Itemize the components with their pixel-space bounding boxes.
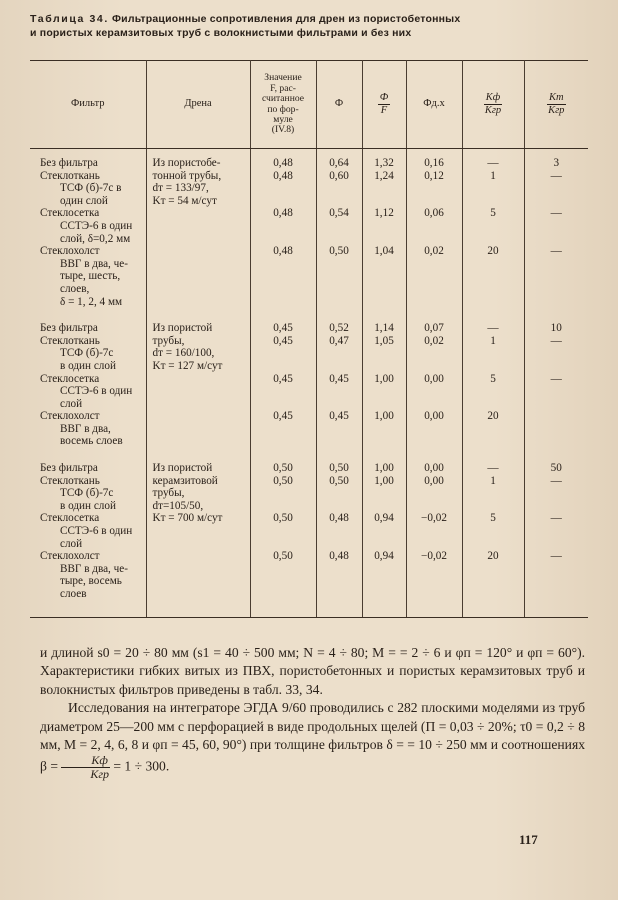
filter-name: Стеклосетка — [40, 372, 100, 385]
phi-over-f-value: 1,24 — [374, 169, 394, 182]
beta-fraction: $\frac{Kф}{\text{Kгр}}$ — [61, 754, 110, 781]
phi-value: 0,45 — [329, 372, 349, 385]
paragraph-1: и длиной s0 = 20 ÷ 80 мм (s1 = 40 ÷ 500 мм; N = 4 ÷ 80; M = = 2 ÷ 6 и φп = 120° и φп = 60°). Характеристики гибких витых из ПВХ, пористобетонных и пористых керамзитовых труб и волокнистых фильтров приведены в табл. 33, 34. — [40, 645, 585, 697]
f-value: 0,45 — [273, 322, 293, 335]
f-value-cell — [250, 314, 316, 454]
phi-dx-value: 0,07 — [424, 322, 444, 335]
filter-detail: слой — [60, 537, 83, 550]
filter-detail: ВВГ в два, че- — [60, 562, 128, 575]
filter-detail: ТСФ (б)-7с — [60, 487, 114, 500]
filter-name: Стеклоткань — [40, 474, 100, 487]
kt-ratio-value: — — [550, 245, 562, 258]
phi-over-f-value: 0,94 — [374, 512, 394, 525]
table-group-row — [30, 454, 588, 617]
drain-line: Из пористой — [152, 322, 213, 335]
phi-value: 0,48 — [329, 550, 349, 563]
filter-name: Стеклохолст — [40, 245, 100, 258]
filter-detail: восемь слоев — [60, 435, 123, 448]
page-number: 117 — [519, 832, 538, 847]
drain-line: тонной трубы, — [152, 169, 222, 182]
kf-ratio-value: 1 — [490, 474, 496, 487]
kf-ratio-value-cell — [462, 454, 524, 617]
drain-line: dт=105/50, — [152, 499, 204, 512]
kt-ratio-value: 3 — [553, 157, 560, 169]
filter-cell — [30, 149, 146, 315]
table-number: Таблица 34. — [30, 13, 109, 25]
filter-detail: ТСФ (б)-7с — [60, 347, 114, 360]
phi-over-f-value: 1,12 — [374, 207, 394, 220]
kf-ratio-value: 5 — [490, 512, 496, 525]
filter-name: Без фильтра — [40, 322, 98, 335]
phi-over-f-value: 1,32 — [374, 157, 394, 169]
filter-detail: один слой — [60, 194, 108, 207]
filter-name: Стеклоткань — [40, 334, 100, 347]
phi-dx-value: 0,00 — [424, 372, 444, 385]
phi-dx-value: 0,12 — [424, 169, 444, 182]
drain-line: Kт = 700 м/сут — [152, 512, 223, 525]
phi-dx-value: 0,02 — [424, 334, 444, 347]
phi-dx-value-cell — [406, 314, 462, 454]
filter-detail: ССТЭ-6 в один — [60, 525, 133, 538]
header-kt-ratio: $\frac{Kт}{\text{Kгр}}$ — [524, 61, 588, 149]
phi-over-f-value-cell — [362, 149, 406, 315]
filter-name: Без фильтра — [40, 462, 98, 475]
drain-line: Kт = 127 м/сут — [152, 359, 223, 372]
phi-over-f-value: 1,14 — [374, 322, 394, 335]
phi-dx-value-cell — [406, 454, 462, 617]
f-value: 0,48 — [273, 207, 293, 220]
phi-value: 0,54 — [329, 207, 349, 220]
filter-detail: в один слой — [60, 499, 116, 512]
f-value: 0,45 — [273, 410, 293, 423]
header-f-formula: Значение F, рас- считанное по фор- муле (IV.8) — [250, 61, 316, 149]
drain-line: керамзитовой — [152, 474, 218, 487]
phi-over-f-value: 1,00 — [374, 474, 394, 487]
f-value: 0,50 — [273, 462, 293, 475]
phi-over-f-value: 1,00 — [374, 410, 394, 423]
kt-ratio-value-cell — [524, 314, 588, 454]
body-text — [40, 644, 585, 781]
phi-over-f-value: 0,94 — [374, 550, 394, 563]
filter-detail: ВВГ в два, че- — [60, 257, 128, 270]
phi-over-f-value-cell — [362, 314, 406, 454]
kt-ratio-value: — — [550, 169, 562, 182]
filter-name: Стеклохолст — [40, 550, 100, 563]
phi-over-f-value: 1,04 — [374, 245, 394, 258]
phi-dx-value: 0,00 — [424, 462, 444, 475]
phi-value-cell — [316, 454, 362, 617]
drain-cell — [146, 454, 250, 617]
filter-cell — [30, 454, 146, 617]
kt-ratio-value: — — [550, 207, 562, 220]
kf-ratio-value: — — [487, 157, 499, 169]
phi-over-f-value-cell — [362, 454, 406, 617]
filter-detail: слоев — [60, 588, 87, 600]
kt-ratio-value — [527, 410, 587, 423]
phi-value-cell — [316, 314, 362, 454]
phi-dx-value: 0,16 — [424, 157, 444, 169]
drain-line: трубы, — [152, 487, 185, 500]
kf-ratio-value: 1 — [490, 169, 496, 182]
phi-dx-value: 0,06 — [424, 207, 444, 220]
drain-line: Из пористой — [152, 462, 213, 475]
f-value: 0,48 — [273, 157, 293, 169]
kf-ratio-value: 20 — [487, 410, 499, 423]
kf-ratio-value: — — [487, 322, 499, 335]
filter-detail: ССТЭ-6 в один — [60, 219, 133, 232]
drain-cell — [146, 314, 250, 454]
caption-line-2: и пористых керамзитовых труб с волокнистыми фильтрами и без них — [30, 27, 412, 39]
header-drain: Дрена — [146, 61, 250, 149]
table-header-row — [30, 61, 588, 149]
header-filter: Фильтр — [30, 61, 146, 149]
phi-dx-value-cell — [406, 149, 462, 315]
filter-detail: δ = 1, 2, 4 мм — [60, 295, 123, 308]
kf-ratio-value: 5 — [490, 372, 496, 385]
header-phi-over-f: $\frac{Ф}{F}$ — [362, 61, 406, 149]
header-phi-dx: Фд.х — [406, 61, 462, 149]
phi-dx-value: −0,02 — [421, 550, 447, 563]
phi-over-f-value: 1,05 — [374, 334, 394, 347]
kf-ratio-value-cell — [462, 314, 524, 454]
filter-name: Стеклосетка — [40, 207, 100, 220]
filter-name: Стеклосетка — [40, 512, 100, 525]
f-value-cell — [250, 149, 316, 315]
phi-value: 0,52 — [329, 322, 349, 335]
kt-ratio-value: — — [550, 372, 562, 385]
phi-value: 0,50 — [329, 474, 349, 487]
kf-ratio-value: 20 — [487, 550, 499, 563]
f-value: 0,45 — [273, 372, 293, 385]
phi-dx-value: 0,02 — [424, 245, 444, 258]
drain-line: Kт = 54 м/сут — [152, 194, 217, 207]
kt-ratio-value: — — [550, 512, 562, 525]
kf-ratio-value: 5 — [490, 207, 496, 220]
filter-detail: ВВГ в два, — [60, 422, 111, 435]
phi-over-f-value: 1,00 — [374, 372, 394, 385]
filter-name: Стеклохолст — [40, 410, 100, 423]
kt-ratio-value: — — [550, 334, 562, 347]
filter-detail: ТСФ (б)-7с в — [60, 182, 122, 195]
kf-ratio-value: 1 — [490, 334, 496, 347]
filter-detail: слоев, — [60, 282, 90, 295]
phi-value: 0,64 — [329, 157, 349, 169]
drain-line: трубы, — [152, 334, 185, 347]
kt-ratio-value-cell — [524, 454, 588, 617]
phi-value: 0,47 — [329, 334, 349, 347]
kt-ratio-value: 10 — [550, 322, 562, 335]
filter-detail: ССТЭ-6 в один — [60, 385, 133, 398]
phi-value: 0,50 — [329, 245, 349, 258]
caption-line-1: Фильтрационные сопротивления для дрен из пористобетонных — [112, 13, 461, 25]
filter-detail: слой — [60, 397, 83, 410]
kt-ratio-value: — — [550, 474, 562, 487]
filter-detail: тыре, восемь — [60, 575, 122, 588]
phi-value: 0,45 — [329, 410, 349, 423]
phi-over-f-value: 1,00 — [374, 462, 394, 475]
phi-value: 0,50 — [329, 462, 349, 475]
drain-line: Из пористобе- — [152, 157, 221, 169]
filter-detail: в один слой — [60, 359, 116, 372]
f-value: 0,50 — [273, 474, 293, 487]
kf-ratio-value: — — [487, 462, 499, 475]
drain-line: dт = 133/97, — [152, 182, 209, 195]
drain-cell — [146, 149, 250, 315]
f-value: 0,50 — [273, 512, 293, 525]
header-phi: Ф — [316, 61, 362, 149]
f-value: 0,48 — [273, 169, 293, 182]
phi-dx-value: −0,02 — [421, 512, 447, 525]
kf-ratio-value: 20 — [487, 245, 499, 258]
table-group-row — [30, 314, 588, 454]
filter-detail: тыре, шесть, — [60, 270, 121, 283]
table-group-row — [30, 149, 588, 315]
header-kf-ratio: $\frac{Kф}{\text{Kгр}}$ — [462, 61, 524, 149]
f-value-cell — [250, 454, 316, 617]
phi-dx-value: 0,00 — [424, 410, 444, 423]
filter-name: Без фильтра — [40, 157, 98, 169]
filter-cell — [30, 314, 146, 454]
filter-name: Стеклоткань — [40, 169, 100, 182]
phi-dx-value: 0,00 — [424, 474, 444, 487]
drain-line: dт = 160/100, — [152, 347, 215, 360]
kt-ratio-value: — — [550, 550, 562, 563]
phi-value: 0,60 — [329, 169, 349, 182]
kt-ratio-value: 50 — [550, 462, 562, 475]
filter-detail: слой, δ=0,2 мм — [60, 232, 131, 245]
kf-ratio-value-cell — [462, 149, 524, 315]
f-value: 0,48 — [273, 245, 293, 258]
phi-value-cell — [316, 149, 362, 315]
filtration-table — [30, 60, 588, 618]
phi-value: 0,48 — [329, 512, 349, 525]
table-caption — [30, 12, 590, 40]
paragraph-2: Исследования на интеграторе ЭГДА 9/60 проводились с 282 плоскими моделями из труб диаметром 25—200 мм с перфорацией в виде продольных щелей (П = 0,03 ÷ 20%; τ0 = 0,2 ÷ 8 мм, M = 2, 4, 6, 8 и φп = 45, 60, 90°) при толщине фильтров δ = = 10 ÷ 250 мм и соотношениях β = $\frac{Kф}{\text{Kгр}}$ = 1 ÷ 300. — [40, 700, 585, 782]
f-value: 0,50 — [273, 550, 293, 563]
f-value: 0,45 — [273, 334, 293, 347]
kt-ratio-value-cell — [524, 149, 588, 315]
